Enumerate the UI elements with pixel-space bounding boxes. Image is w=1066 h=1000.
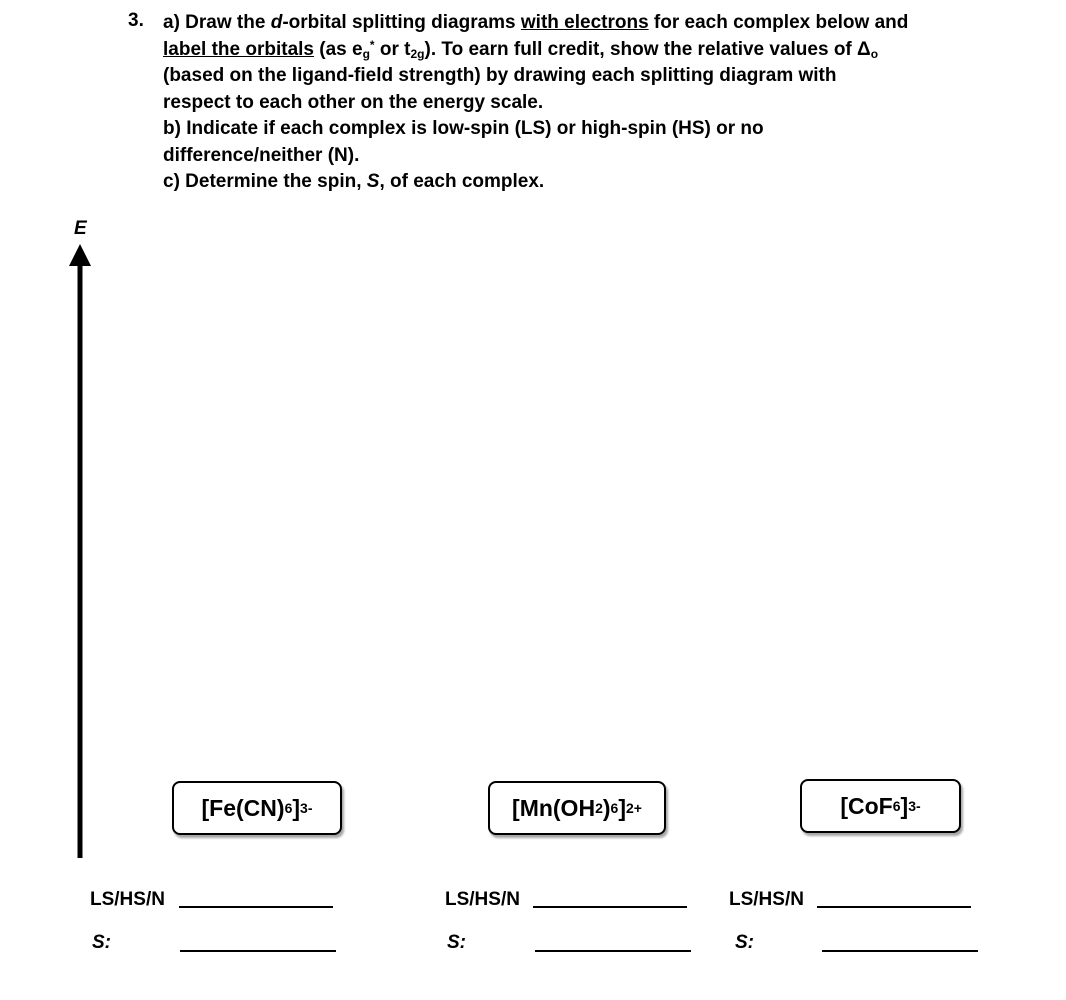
spin-type-label-3: LS/HS/N (729, 889, 804, 910)
part-b-line-2: difference/neither (N). (163, 144, 360, 166)
spin-blank-2[interactable] (535, 950, 691, 952)
spin-type-label-2: LS/HS/N (445, 889, 520, 910)
part-a-line-4: respect to each other on the energy scale. (163, 91, 544, 113)
complex-box-fe-cn6: [Fe(CN) 6 ] 3- (172, 781, 342, 835)
part-a-line-2: label the orbitals (as $e_g^*$ or $t_{2g}$). To earn full credit, show the relative values of $\Delta_o$ (163, 37, 879, 61)
part-b-line-1: b) Indicate if each complex is low-spin (LS) or high-spin (HS) or no (163, 118, 764, 139)
spin-blank-1[interactable] (180, 950, 336, 952)
question-number: 3. (128, 10, 144, 31)
part-c-line: c) Determine the spin, S, of each complex. (163, 171, 545, 192)
spin-type-blank-1[interactable] (179, 906, 333, 908)
part-a-line-3: (based on the ligand-field strength) by drawing each splitting diagram with (163, 65, 837, 86)
spin-label-2: S: (447, 932, 466, 953)
question-text (163, 10, 1043, 196)
energy-axis-label: E (74, 218, 87, 239)
spin-label-3: S: (735, 932, 754, 953)
complex-box-mn-oh2-6: [Mn(OH 2 ) 6 ] 2+ (488, 781, 666, 835)
spin-type-blank-2[interactable] (533, 906, 687, 908)
complex-box-cof6: [CoF 6 ] 3- (800, 779, 961, 833)
spin-type-blank-3[interactable] (817, 906, 971, 908)
energy-axis-arrow (62, 244, 98, 860)
spin-type-label-1: LS/HS/N (90, 889, 165, 910)
spin-label-1: S: (92, 932, 111, 953)
spin-blank-3[interactable] (822, 950, 978, 952)
part-a-line-1: a) Draw the d-orbital splitting diagrams with electrons for each complex below and (163, 12, 909, 33)
